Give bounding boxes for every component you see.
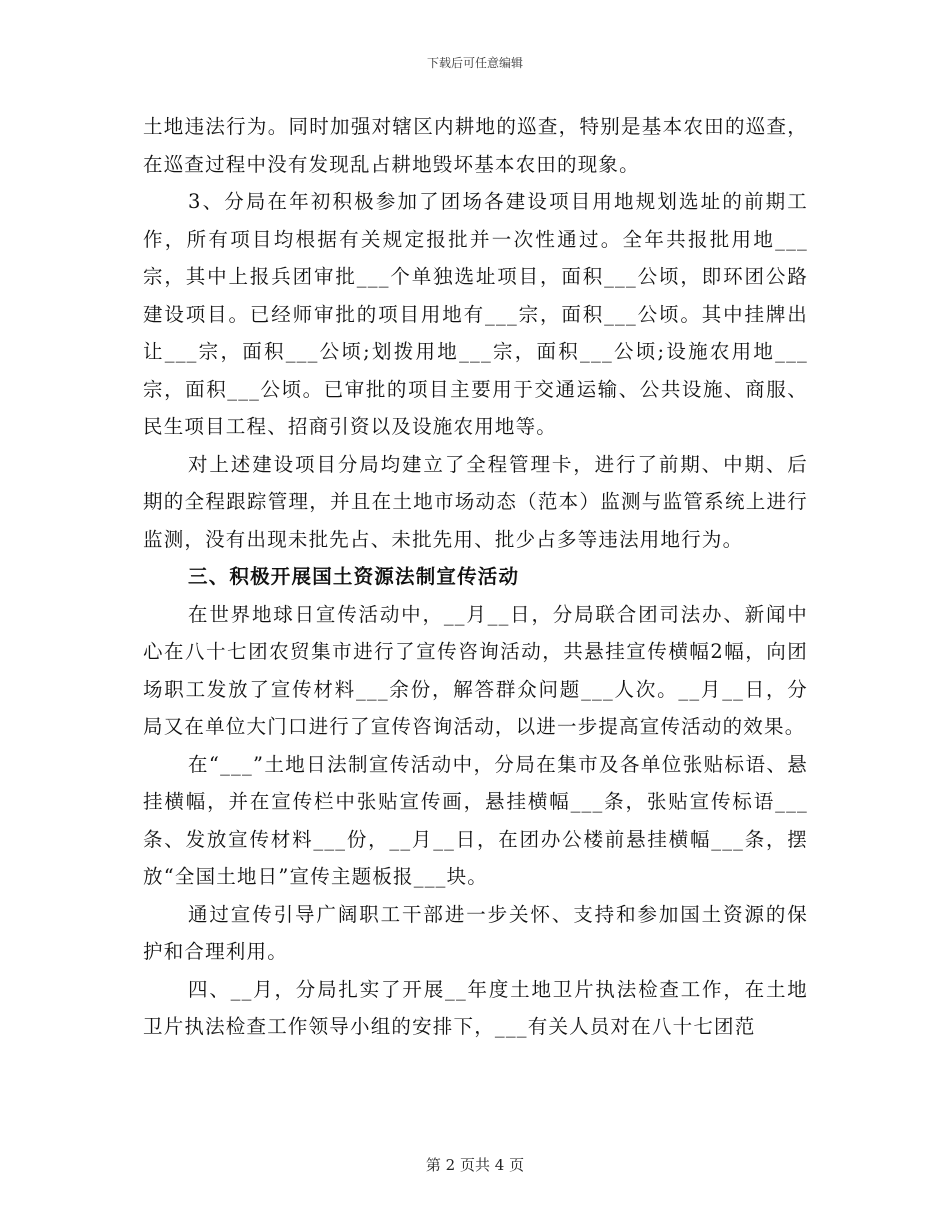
section-heading: 三、积极开展国土资源法制宣传活动	[188, 565, 520, 588]
paragraph-guidance: 通过宣传引导广阔职工干部进一步关怀、支持和参加国土资源的保护和合理利用。	[143, 902, 808, 963]
page-header: 下载后可任意编辑	[426, 56, 523, 70]
paragraph-continuation: 土地违法行为。同时加强对辖区内耕地的巡查，特别是基本农田的巡查，在巡查过程中没有发现乱占耕地毁坏基本农田的现象。	[143, 115, 808, 176]
page-footer: 第 2 页共 4 页	[425, 1156, 525, 1174]
paragraph-land-day: 在“___”土地日法制宣传活动中，分局在集市及各单位张贴标语、悬挂横幅，并在宣传栏中张贴宣传画，悬挂横幅___条，张贴宣传标语___条、发放宣传材料___份，__月__日，在团办公楼前悬挂横幅___条，摆放“全国土地日”宣传主题板报___块。	[143, 752, 808, 888]
paragraph-item-4: 四、__月，分局扎实了开展__年度土地卫片执法检查工作，在土地卫片执法检查工作领导小组的安排下，___有关人员对在八十七团范	[143, 977, 808, 1038]
paragraph-earth-day: 在世界地球日宣传活动中，__月__日，分局联合团司法办、新闻中心在八十七团农贸集市进行了宣传咨询活动，共悬挂宣传横幅2幅，向团场职工发放了宣传材料___余份，解答群众问题___人次。__月__日，分局又在单位大门口进行了宣传咨询活动，以进一步提高宣传活动的效果。	[143, 602, 808, 738]
paragraph-management: 对上述建设项目分局均建立了全程管理卡，进行了前期、中期、后期的全程跟踪管理，并且在土地市场动态（范本）监测与监管系统上进行监测，没有出现未批先占、未批先用、批少占多等违法用地行为。	[143, 452, 808, 551]
document-body	[143, 108, 808, 1046]
paragraph-item-3: 3、分局在年初积极参加了团场各建设项目用地规划选址的前期工作，所有项目均根据有关规定报批并一次性通过。全年共报批用地___宗，其中上报兵团审批___个单独选址项目，面积___公顷，即环团公路建设项目。已经师审批的项目用地有___宗，面积___公顷。其中挂牌出让___宗，面积___公顷;划拨用地___宗，面积___公顷;设施农用地___宗，面积___公顷。已审批的项目主要用于交通运输、公共设施、商服、民生项目工程、招商引资以及设施农用地等。	[143, 190, 808, 438]
